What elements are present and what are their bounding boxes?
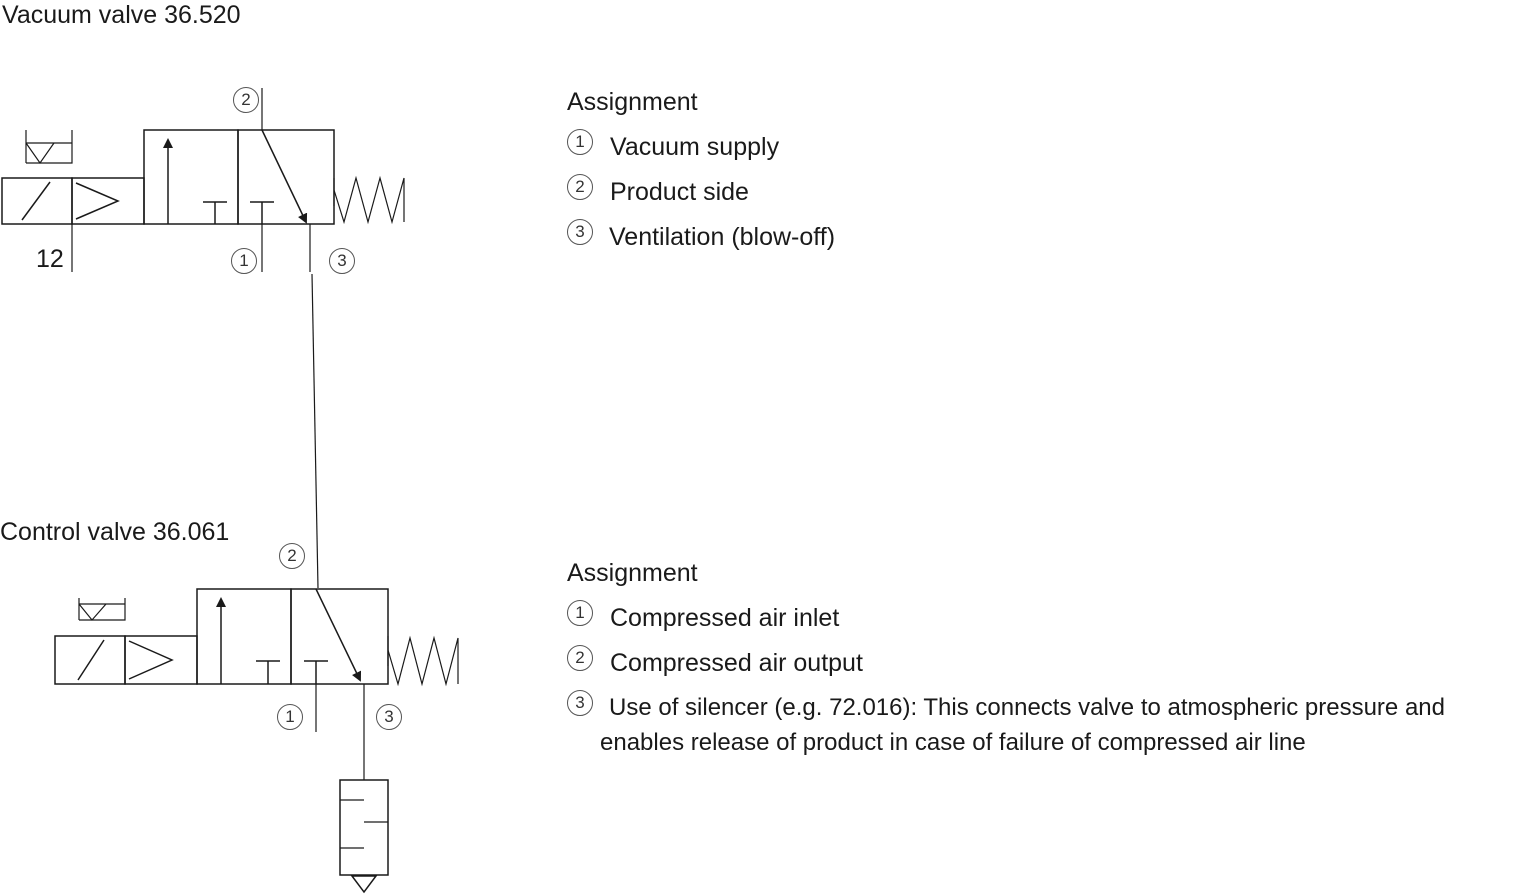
solenoid-coil-box [55,636,125,684]
legend-item-3: Ventilation (blow-off) [609,223,836,251]
legend-item-3: Use of silencer (e.g. 72.016): This connects valve to atmospheric pressure and [609,694,1445,721]
return-spring [388,636,458,684]
valve-square-left [197,589,291,684]
exhaust-triangle [352,876,376,892]
solenoid-coil-box [2,178,72,224]
legend-item-2: Product side [610,178,749,206]
legend-item-1: Vacuum supply [610,133,780,161]
legend-heading: Assignment [567,559,698,587]
legend-item-2: Compressed air output [610,649,863,677]
control-valve-title: Control valve 36.061 [0,518,230,546]
port-1-marker: 1 [231,248,257,274]
legend-number-3: 3 [567,219,593,245]
port-1-marker: 1 [277,704,303,730]
control-valve-symbol [55,589,458,780]
valve-square-left [144,130,238,224]
legend-number-2: 2 [567,645,593,671]
valve-square-right [238,130,334,224]
legend-number-2: 2 [567,174,593,200]
legend-number-1: 1 [567,129,593,155]
port-2-marker: 2 [279,543,305,569]
silencer-body [340,780,388,875]
legend-number-1: 1 [567,600,593,626]
port-label-12: 12 [36,245,64,273]
connection-line [312,274,318,588]
legend-heading: Assignment [567,88,698,116]
manual-override-symbol [79,598,125,620]
legend-number-3: 3 [567,690,593,716]
port-3-marker: 3 [329,248,355,274]
port-3-marker: 3 [376,704,402,730]
legend-item-1: Compressed air inlet [610,604,840,632]
port-2-marker: 2 [233,87,259,113]
silencer-symbol [340,780,388,892]
pilot-box [72,178,144,224]
manual-override-symbol [26,130,72,163]
vacuum-valve-title: Vacuum valve 36.520 [2,1,241,29]
legend-item-3-continuation: enables release of product in case of failure of compressed air line [600,729,1306,756]
return-spring [334,178,404,222]
